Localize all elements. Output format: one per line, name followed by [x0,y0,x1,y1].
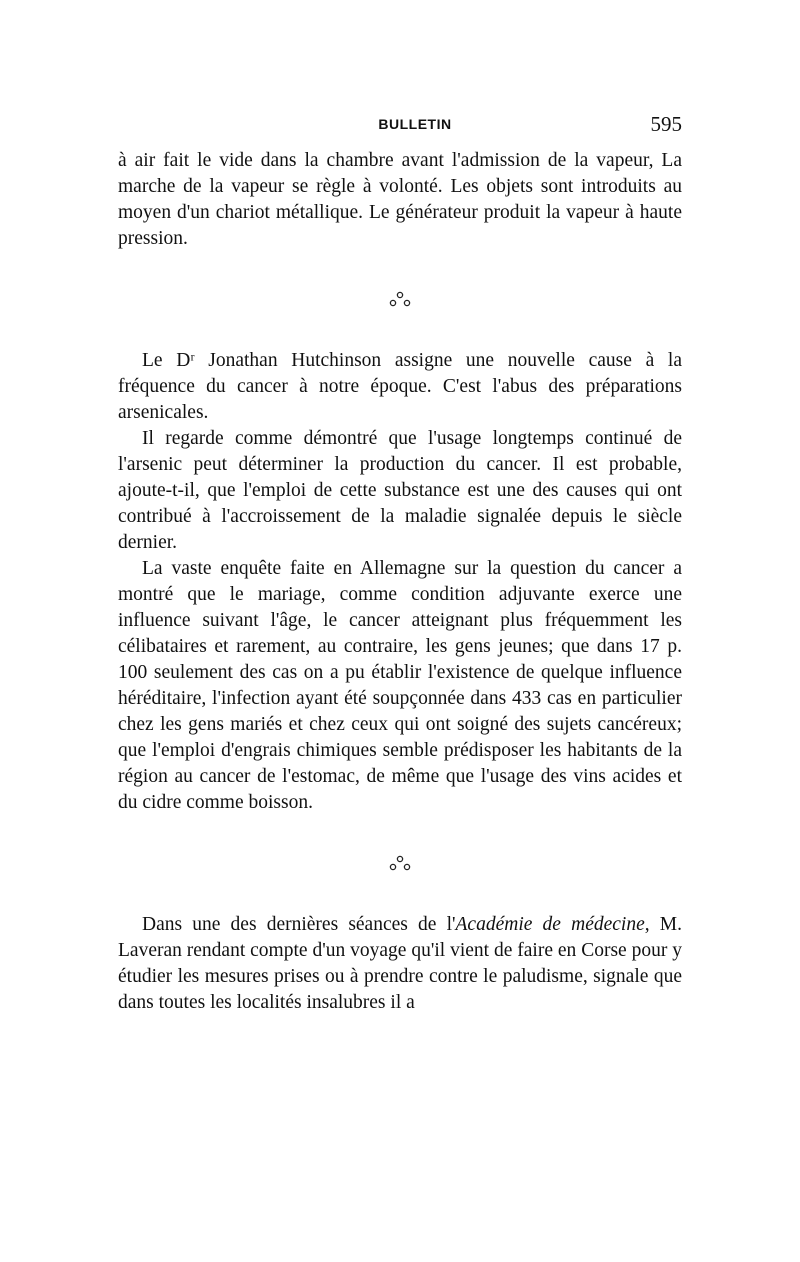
laveran-text-after: , M. Laveran rendant compte d'un voyage qu'il vient de faire en Corse pour y étudier les mesures prises ou à prendre contre le paludisme, signale que dans toutes les localités insalubres il a [118,914,682,1013]
paragraph-laveran [118,912,682,1016]
running-title: BULLETIN [378,116,452,132]
running-header [118,112,682,142]
laveran-text-before: Dans une des dernières séances de l' [142,914,456,935]
paragraph-arsenic: Il regarde comme démontré que l'usage longtemps continué de l'arsenic peut déterminer la production du cancer. Il est probable, ajoute-t-il, que l'emploi de cette substance est une des causes qui ont contribué à l'accroissement de la maladie signalée depuis le siècle dernier. [118,428,682,553]
section-separator [118,816,682,912]
paragraph-enquete-allemagne: La vaste enquête faite en Allemagne sur la question du cancer a montré que le mariage, comme condition adjuvante exerce une influence suivant l'âge, le cancer atteignant plus fréquemment les célibataires et rarement, au contraire, les gens jeunes; que dans 17 p. 100 seulement des cas on a pu établir l'existence de quelque influence héréditaire, l'infection ayant été soupçonnée dans 433 cas en particulier chez les gens mariés et chez ceux qui ont soigné des sujets cancéreux; que l'emploi d'engrais chimiques semble prédisposer les habitants de la région au cancer de l'estomac, de même que l'usage des vins acides et du cidre comme boisson. [118,558,682,813]
paragraph-continuation: à air fait le vide dans la chambre avant l'admission de la vapeur, La marche de la vapeur se règle à volonté. Les objets sont introduits au moyen d'un chariot métallique. Le générateur produit la vapeur à haute pression. [118,150,682,249]
academie-title: Académie de médecine [455,914,645,935]
asterism-ornament-icon [387,855,413,873]
paragraph-hutchinson: Le Dʳ Jonathan Hutchinson assigne une nouvelle cause à la fréquence du cancer à notre époque. C'est l'abus des préparations arsenicales. [118,350,682,423]
asterism-ornament-icon [387,291,413,309]
document-page [118,112,682,1016]
page-number: 595 [650,112,682,136]
section-separator [118,252,682,348]
